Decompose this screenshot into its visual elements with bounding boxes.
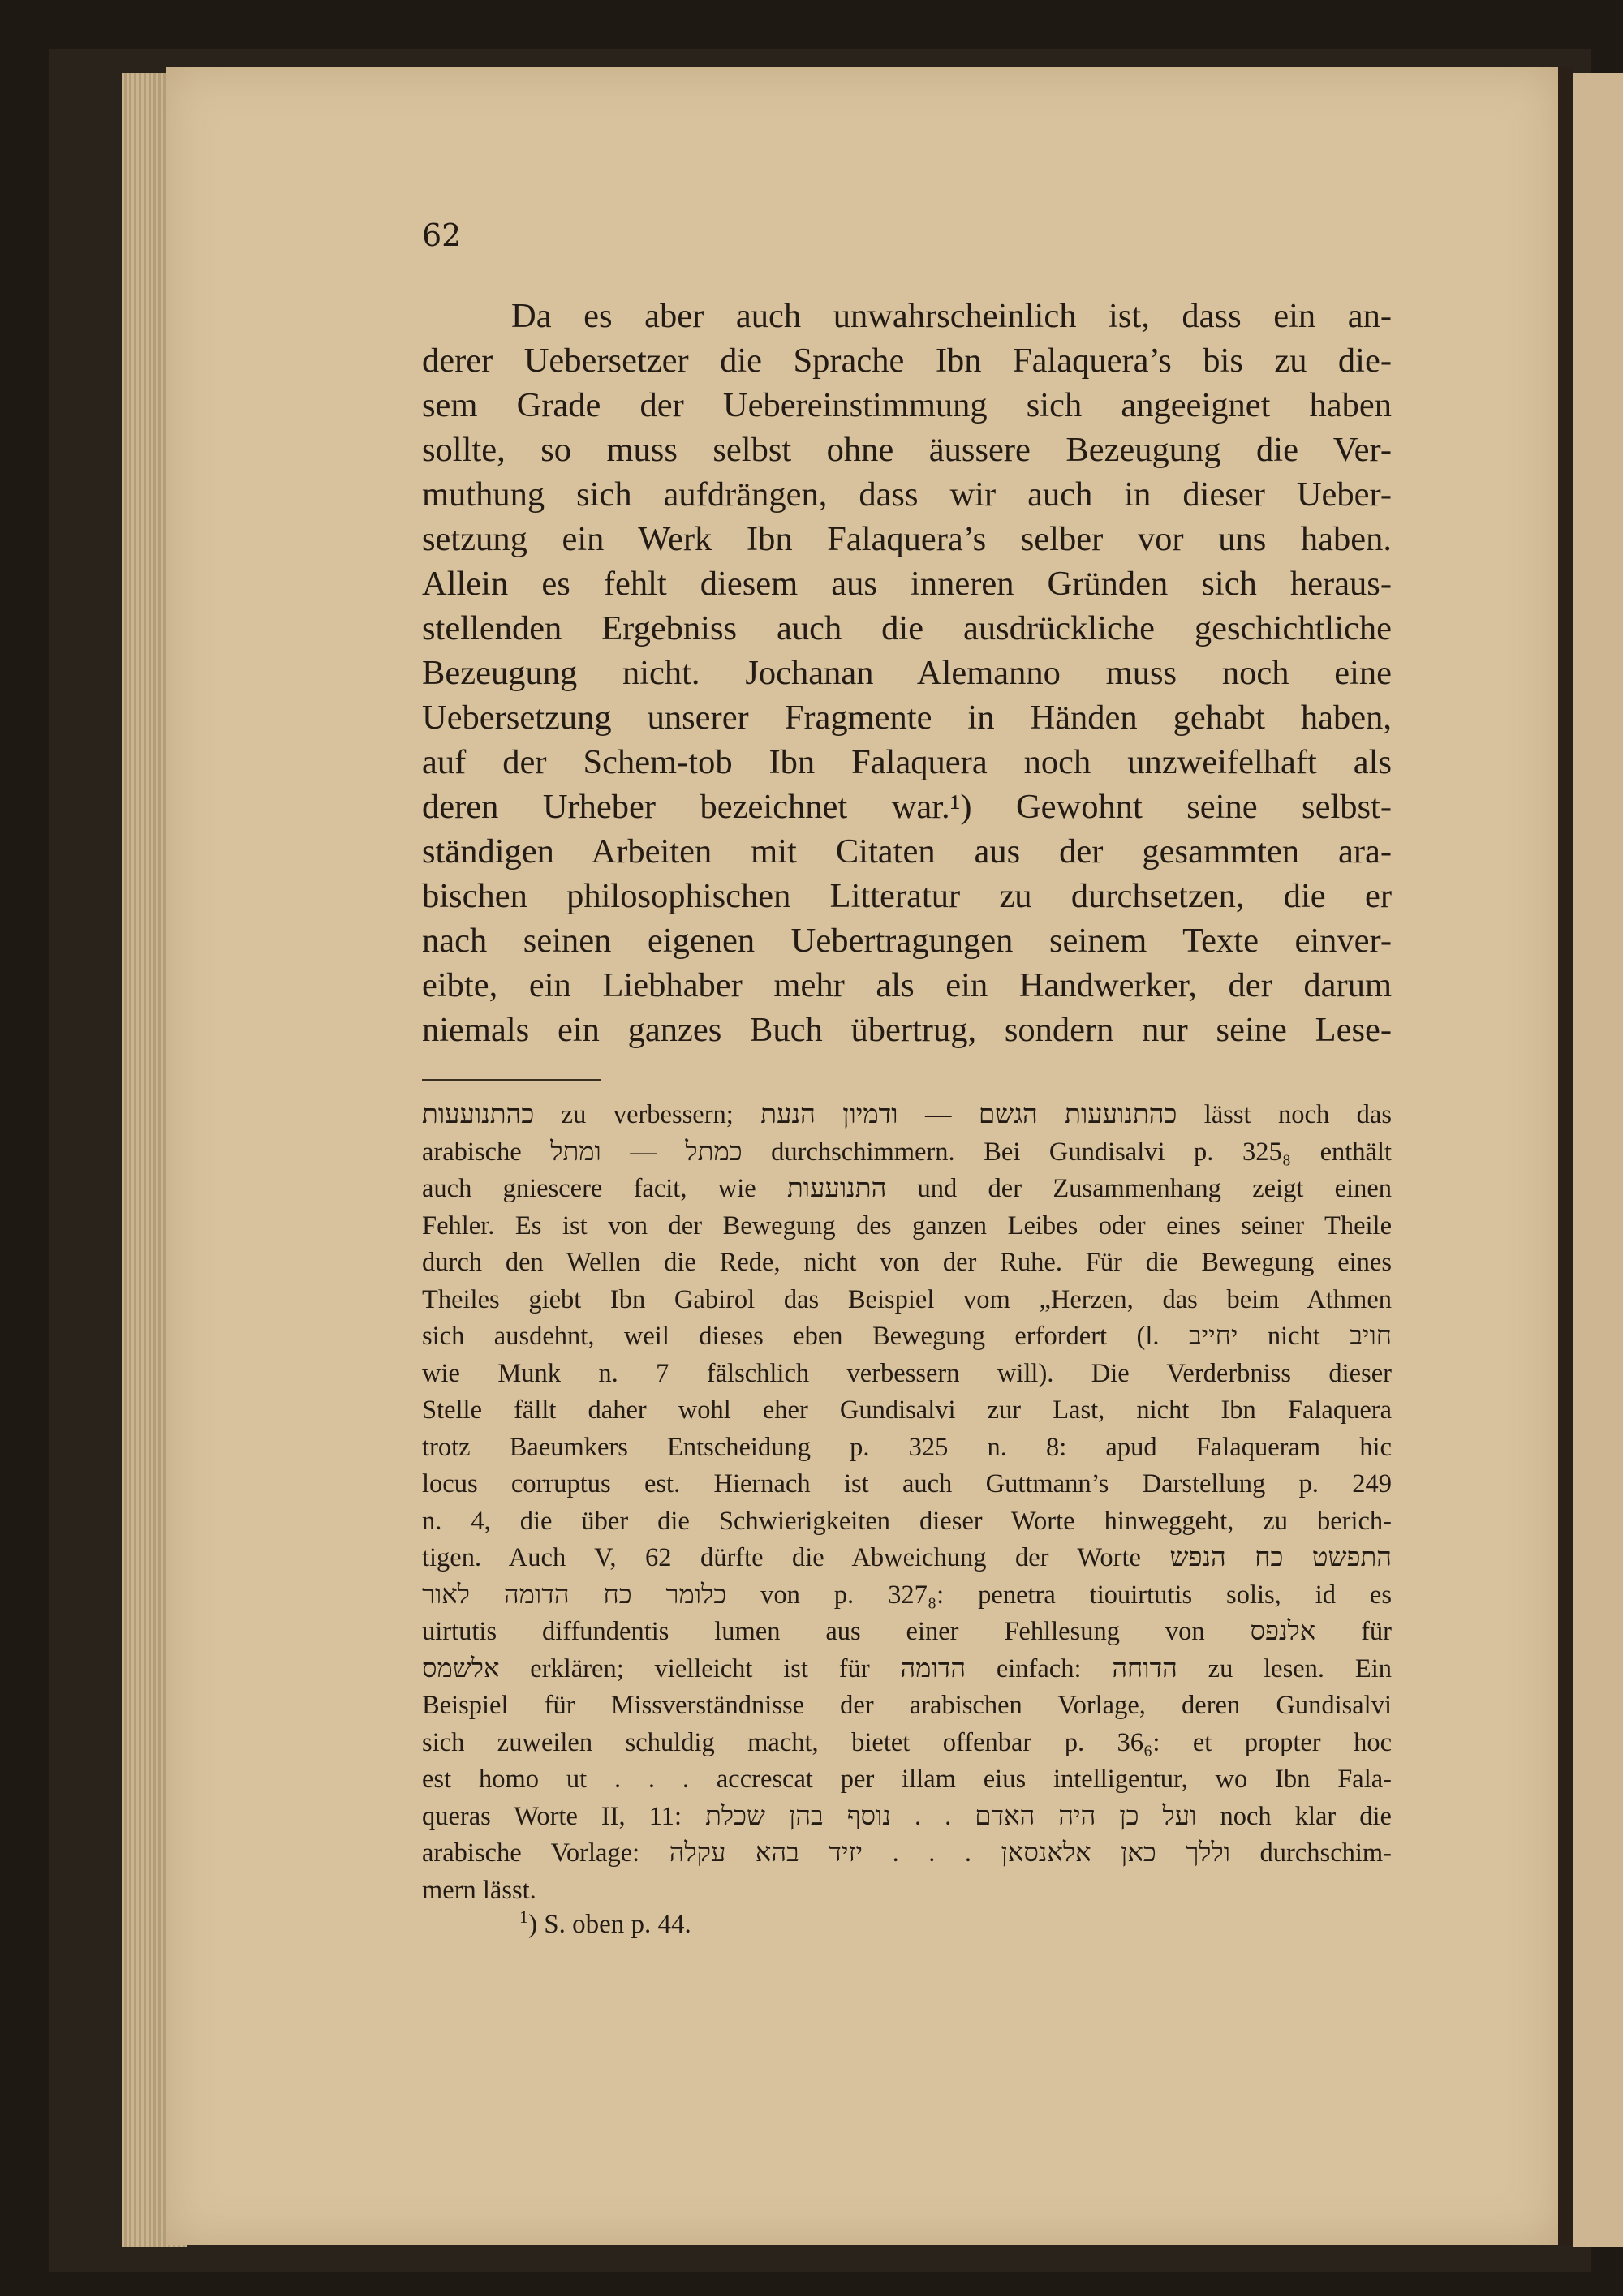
body-line: stellenden Ergebniss auch die ausdrückliche geschichtliche [422, 609, 1392, 647]
footnote-line: mern lässt. [422, 1875, 536, 1905]
footnote-line: arabische כמתל — ומתל durchschimmern. Bei Gundisalvi p. 325₈ enthält [422, 1137, 1393, 1167]
page-number: 62 [422, 217, 462, 253]
footnote-line: Stelle fällt daher wohl eher Gundisalvi zur Last, nicht Ibn Falaquera [422, 1395, 1392, 1425]
body-line: Uebersetzung unserer Fragmente in Händen gehabt haben, [422, 699, 1392, 737]
body-line: niemals ein ganzes Buch übertrug, sondern nur seine Lese- [422, 1011, 1392, 1049]
body-line: bischen philosophischen Litteratur zu durchsetzen, die er [422, 877, 1392, 915]
footnote-line: arabische Vorlage: וללך כאן אלאנסאן . . . יזיד בהא עקלה durchschim- [422, 1838, 1392, 1868]
footnote-text [422, 1097, 1392, 1909]
body-line: eibte, ein Liebhaber mehr als ein Handwerker, der darum [422, 966, 1392, 1004]
body-line: auf der Schem-tob Ibn Falaquera noch unzweifelhaft als [422, 743, 1392, 781]
footnote-line: sich zuweilen schuldig macht, bietet offenbar p. 36₆: et propter hoc [422, 1727, 1392, 1757]
footnote-line: כהתנועעות zu verbessern; כהתנועעות הגשם — ודמיון הנעת lässt noch das [422, 1100, 1392, 1129]
body-line: setzung ein Werk Ibn Falaquera’s selber vor uns haben. [422, 520, 1392, 558]
footnote-one [519, 1898, 691, 1943]
body-line: sem Grade der Uebereinstimmung sich angeeignet haben [422, 386, 1392, 424]
footnote-line: locus corruptus est. Hiernach ist auch Guttmann’s Darstellung p. 249 [422, 1469, 1392, 1498]
footnote-line: כלומר כח הדומה לאור von p. 327₈: penetra tiouirtutis solis, id es [422, 1580, 1392, 1610]
body-line: ständigen Arbeiten mit Citaten aus der gesammten ara- [422, 832, 1392, 871]
footnote-line: Beispiel für Missverständnisse der arabischen Vorlage, deren Gundisalvi [422, 1691, 1392, 1720]
footnote-rule [422, 1079, 601, 1081]
footnote-line: n. 4, die über die Schwierigkeiten dieser Worte hinweggeht, zu berich- [422, 1506, 1392, 1536]
body-line: nach seinen eigenen Uebertragungen seinem Texte einver- [422, 922, 1392, 960]
body-line: muthung sich aufdrängen, dass wir auch in dieser Ueber- [422, 475, 1392, 514]
body-line: Bezeugung nicht. Jochanan Alemanno muss noch eine [422, 654, 1392, 692]
body-line: Allein es fehlt diesem aus inneren Gründen sich heraus- [422, 565, 1392, 603]
body-line: Da es aber auch unwahrscheinlich ist, dass ein an- [511, 297, 1392, 335]
footnote-line: sich ausdehnt, weil dieses eben Bewegung erfordert (l. יחייב nicht חויב [422, 1322, 1392, 1351]
footnote-line: trotz Baeumkers Entscheidung p. 325 n. 8: apud Falaqueram hic [422, 1432, 1392, 1462]
footnote-line: uirtutis diffundentis lumen aus einer Fehllesung von אלנפס für [422, 1617, 1393, 1646]
footnote-line: Theiles giebt Ibn Gabirol das Beispiel vom „Herzen, das beim Athmen [422, 1284, 1392, 1314]
footnote-line: auch gniescere facit, wie התנועעות und der Zusammenhang zeigt einen [422, 1174, 1392, 1203]
footnote-line: queras Worte II, 11: ועל כן היה האדם . . נוסף בהן שכלת noch klar die [422, 1801, 1392, 1831]
body-line: derer Uebersetzer die Sprache Ibn Falaquera’s bis zu die- [422, 342, 1392, 380]
footnote-line: אלשמס erklären; vielleicht ist für הדומה einfach: הדוחה zu lesen. Ein [422, 1653, 1392, 1683]
footnote-one-text: ) S. oben p. 44. [528, 1910, 691, 1939]
footnote-line: est homo ut . . . accrescat per illam eius intelligentur, wo Ibn Fala- [422, 1765, 1392, 1794]
facing-page-edge [1573, 73, 1623, 2247]
body-text [422, 294, 1392, 1052]
footnote-line: durch den Wellen die Rede, nicht von der Ruhe. Für die Bewegung eines [422, 1248, 1392, 1277]
footnote-line: Fehler. Es ist von der Bewegung des ganzen Leibes oder eines seiner Theile [422, 1210, 1392, 1240]
body-line: deren Urheber bezeichnet war.¹) Gewohnt seine selbst- [422, 788, 1392, 826]
body-line: sollte, so muss selbst ohne äussere Bezeugung die Ver- [422, 431, 1392, 469]
footnote-line: wie Munk n. 7 fälschlich verbessern will). Die Verderbniss dieser [422, 1358, 1392, 1388]
book-gutter [1558, 67, 1573, 2245]
footnote-marker: 1 [519, 1907, 528, 1927]
footnote-line: tigen. Auch V, 62 dürfte die Abweichung der Worte התפשט כח הנפש [422, 1543, 1392, 1572]
